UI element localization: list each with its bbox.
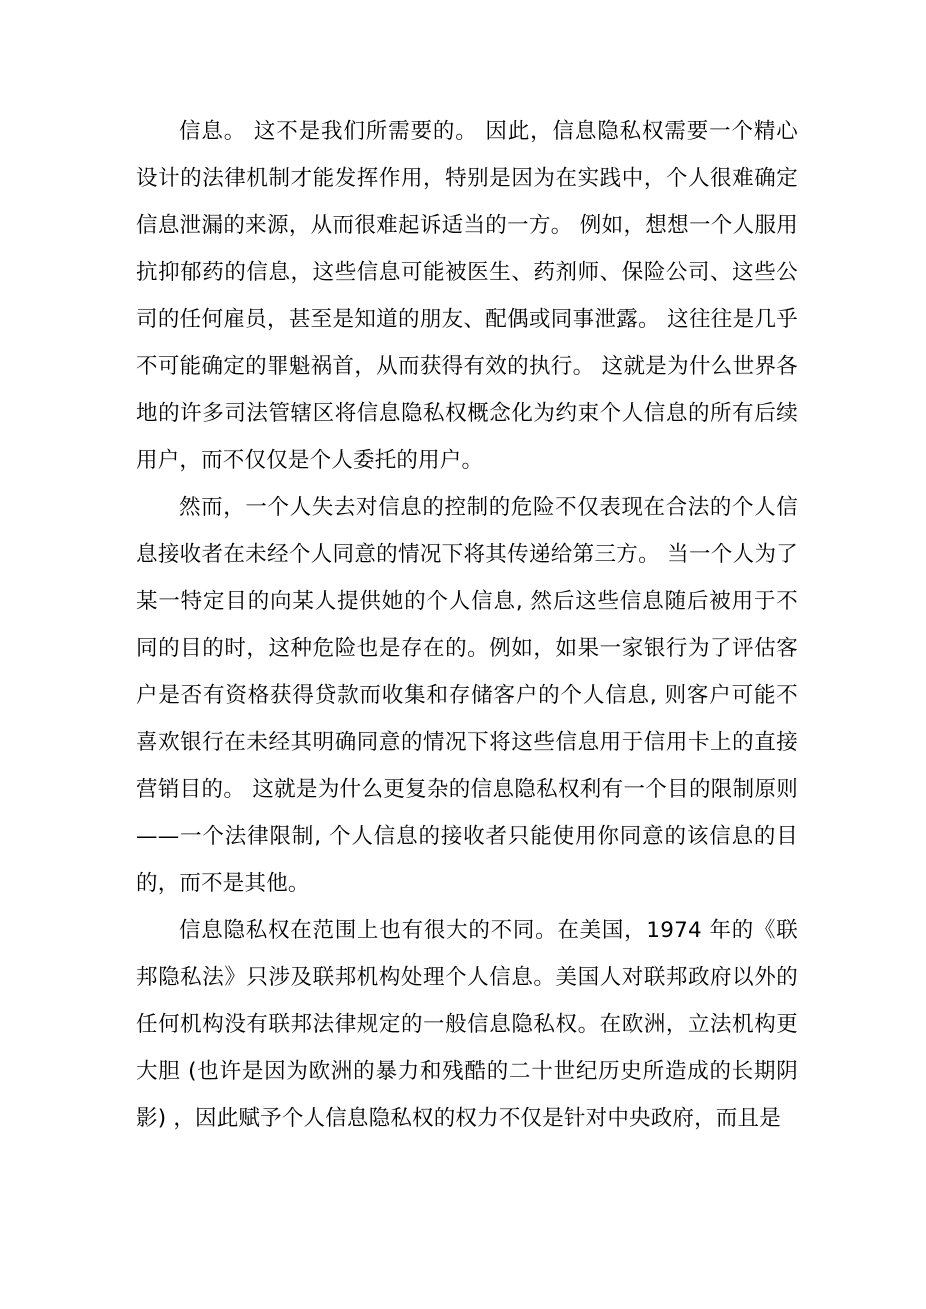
paragraph-2: 然而，一个人失去对信息的控制的危险不仅表现在合法的个人信息接收者在未经个人同意的情况下将其传递给第三方。 当一个人为了某一特定目的向某人提供她的个人信息, 然后这些信息随后被用于不同的目的时，这种危险也是存在的。例如，如果一家银行为了评估客户是否有资格获得贷款而收集和存储客户的个人信息, 则客户可能不喜欢银行在未经其明确同意的情况下将这些信息用于信用卡上的直接营销目的。 这就是为什么更复杂的信息隐私权利有一个目的限制原则——一个法律限制, 个人信息的接收者只能使用你同意的该信息的目的，而不是其他。: [136, 495, 798, 896]
paragraph-3: 信息隐私权在范围上也有很大的不同。在美国，1974 年的《联邦隐私法》只涉及联邦机构处理个人信息。美国人对联邦政府以外的任何机构没有联邦法律规定的一般信息隐私权。在欧洲，立法机构更大胆 (也许是因为欧洲的暴力和残酷的二十世纪历史所造成的长期阴影) ，因此赋予个人信息隐私权的权力不仅是针对中央政府，而且是: [136, 918, 798, 1131]
paragraph-1: 信息。 这不是我们所需要的。 因此，信息隐私权需要一个精心设计的法律机制才能发挥作用，特别是因为在实践中，个人很难确定信息泄漏的来源，从而很难起诉适当的一方。 例如，想想一个人服用抗抑郁药的信息，这些信息可能被医生、药剂师、保险公司、这些公司的任何雇员，甚至是知道的朋友、配偶或同事泄露。 这往往是几乎不可能确定的罪魁祸首，从而获得有效的执行。 这就是为什么世界各地的许多司法管辖区将信息隐私权概念化为约束个人信息的所有后续用户，而不仅仅是个人委托的用户。: [136, 119, 798, 473]
document-body: [136, 108, 798, 1142]
